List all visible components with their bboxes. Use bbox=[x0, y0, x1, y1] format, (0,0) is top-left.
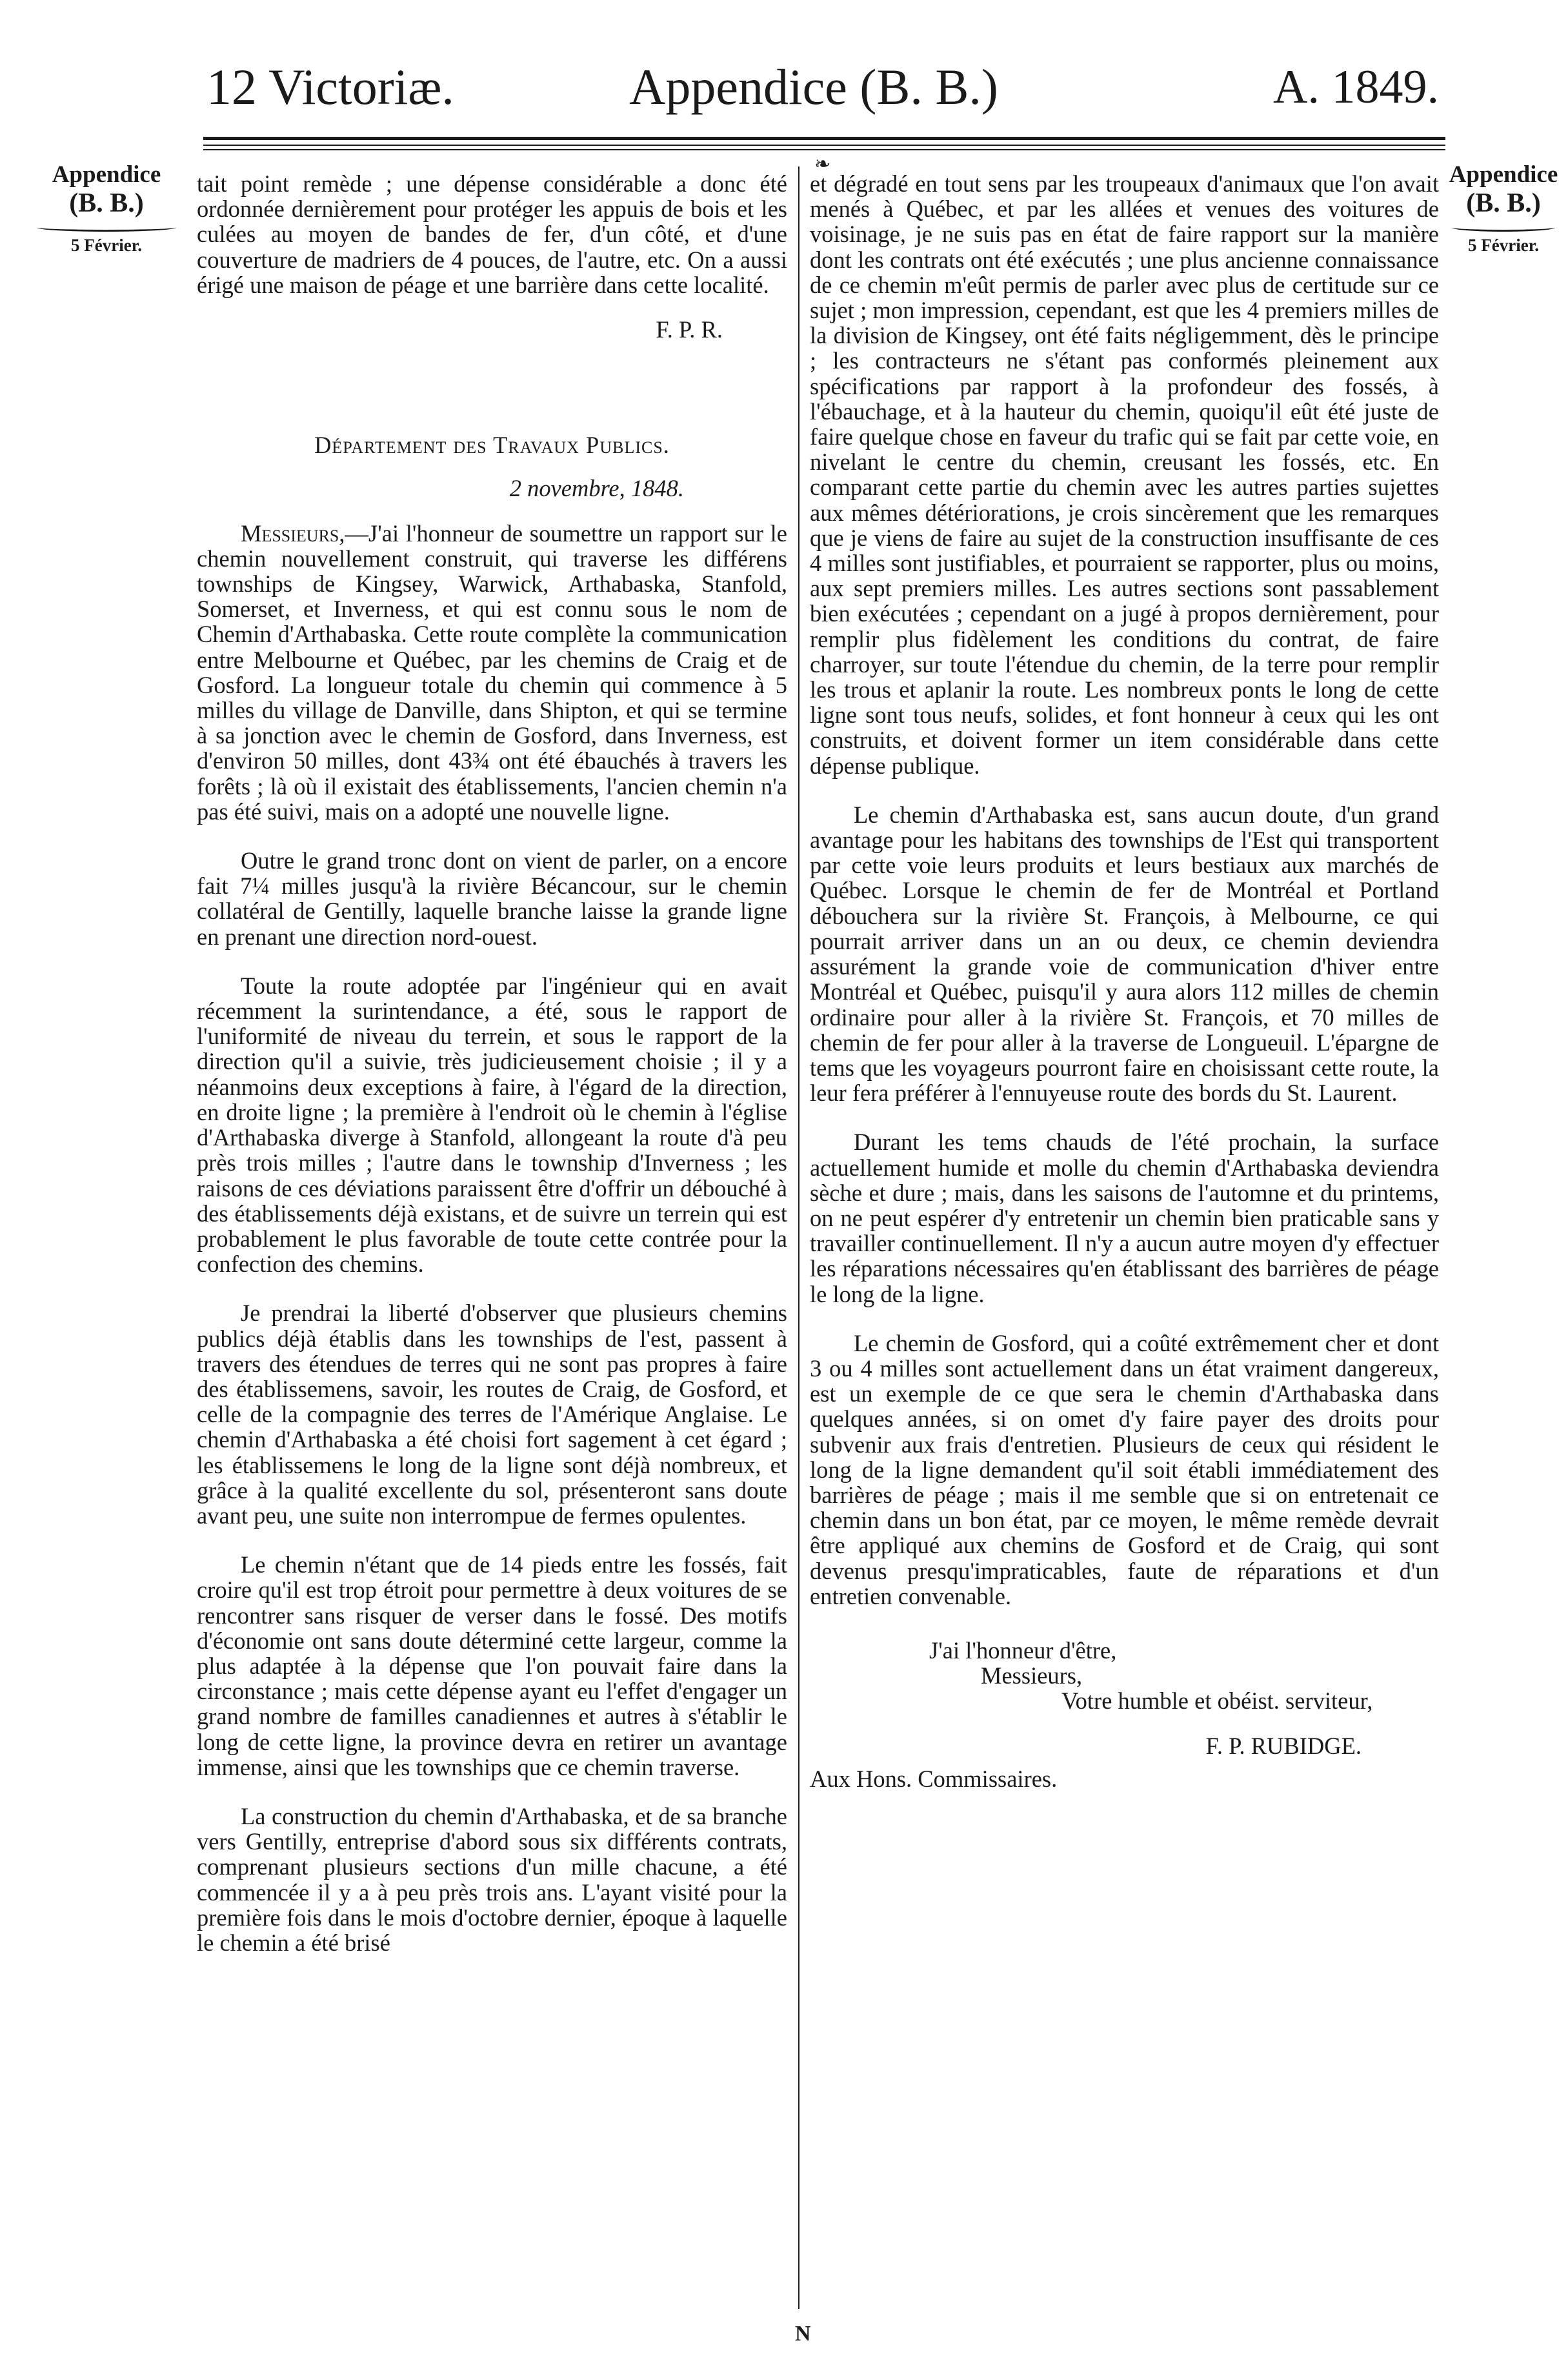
right-column bbox=[810, 171, 1439, 1791]
paragraph: Toute la route adoptée par l'ingénieur qui en avait récemment la surintendance, a été, sous le rapport de l'uniformité de niveau du terrein, et sous le rapport de la direction qu'il a suivie, très judicieusement choisie ; il y a néanmoins deux exceptions à faire, à l'égard de la direction, en droite ligne ; la première à l'endroit où le chemin à l'église d'Arthabaska diverge à Stanfold, allongeant la route d'à peu près trois milles ; l'autre dans le township d'Inverness ; les raisons de ces déviations paraissent être d'offrir un débouché à des établissements déjà existans, et de suivre un terrein qui est probablement le plus favorable de toute cette contrée pour la confection des chemins. bbox=[197, 972, 787, 1278]
paragraph: Le chemin d'Arthabaska est, sans aucun doute, d'un grand avantage pour les habitans des townships de l'Est qui transportent par cette voie leurs produits et leurs bestiaux aux marchés de Québec. Lorsque le chemin de fer de Montréal et Portland débouchera sur la rivière St. François, à Melbourne, ce qui pourrait arriver dans un an ou deux, ce chemin deviendra assurément la grande voie de communication d'hiver entre Montréal et Québec, puisqu'il y aura alors 112 milles de chemin ordinaire pour aller à la rivière St. François, et 70 milles de chemin de fer pour aller à la traverse de Longueuil. L'épargne de tems que les voyageurs pourront faire en choisissant cette route, la leur fera préférer à l'ennuyeuse route des bords du St. Laurent. bbox=[810, 801, 1439, 1107]
paragraph: Durant les tems chauds de l'été prochain, la surface actuellement humide et molle du chemin d'Arthabaska deviendra sèche et dure ; mais, dans les saisons de l'automne et du printems, on ne peut espérer d'y entretenir un chemin bien praticable sans y travailler continuellement. Il n'y a aucun autre moyen d'y effectuer les réparations nécessaires qu'en établissant des barrières de péage le long de la ligne. bbox=[810, 1129, 1439, 1307]
continued-text: et dégradé en tout sens par les troupeaux d'animaux que l'on avait menés à Québec, et par les allées et venues des voitures de voisinage, je ne suis pas en état de faire rapport sur la manière dont les contrats ont été exécutés ; une plus ancienne connaissance de ce chemin m'eût permis de parler avec plus de certitude sur ce sujet ; mon impression, cependant, est que les 4 premiers milles de la division de Kingsey, ont été faits négligemment, dès le principe ; les contracteurs ne s'étant pas conformés pleinement aux spécifications par rapport à la profondeur des fossés, à l'ébauchage, et à la hauteur du chemin, quoiqu'il eût été juste de faire quelque chose en faveur du trafic qui se fait par cette voie, en nivelant le centre du chemin, creusant les fossés, etc. En comparant cette partie du chemin avec les autres parties sujettes aux mêmes détériorations, je crois sincèrement que les remarques que je viens de faire au sujet de la construction insuffisante de ces 4 milles sont justifiables, et pourraient se rapporter, plus ou moins, aux sept premiers milles. Les autres sections sont passablement bien exécutées ; cependant on a jugé à propos dernièrement, pour remplir plus fidèlement les conditions du contrat, de faire charroyer, sur toute l'étendue du chemin, de la terre pour remplir les trous et aplanir la route. Les nombreux ponts le long de cette ligne sont tous neufs, solides, et font honneur à ceux qui les ont construits, et doivent former un item considérable dans cette dépense publique. bbox=[810, 170, 1439, 779]
ornament-icon: ❧ bbox=[814, 154, 831, 175]
paragraph bbox=[197, 521, 787, 824]
margin-note-date: 5 Février. bbox=[71, 236, 142, 255]
paragraph: Le chemin de Gosford, qui a coûté extrêmement cher et dont 3 ou 4 milles sont actuellement dans un état vraiment dangereux, est un exemple de ce que sera le chemin d'Arthabaska dans quelques années, si on omet d'y faire payer des droits pour subvenir aux frais d'entretien. Plusieurs de ceux qui résident le long de la ligne demandent qu'il soit établi immédiatement des barrières de péage ; mais il me semble que si on entretenait ce chemin dans un bon état, par ce moyen, le même remède devrait être appliqué aux chemins de Gosford et de Craig, qui sont devenus presqu'impraticables, faute de réparations et d'un entretien convenable. bbox=[810, 1329, 1439, 1609]
margin-note-date: 5 Février. bbox=[1468, 236, 1539, 255]
signature-mark: N bbox=[795, 2322, 811, 2346]
header-session: 12 Victoriæ. bbox=[206, 59, 454, 115]
header-rule bbox=[203, 137, 1445, 140]
signature: F. P. RUBIDGE. bbox=[1205, 1732, 1362, 1759]
margin-note-right bbox=[1439, 161, 1568, 258]
left-column bbox=[197, 171, 787, 1955]
paragraph-text: —J'ai l'honneur de soumettre un rapport sur le chemin nouvellement construit, qui traverse les différens townships de Kingsey, Warwick, Arthabaska, Stanfold, Somerset, et Inverness, et qui est connu sous le nom de Chemin d'Arthabaska. Cette route complète la communication entre Melbourne et Québec, par les chemins de Craig et de Gosford. La longueur totale du chemin qui commence à 5 milles du village de Danville, dans Shipton, et qui se termine à sa jonction avec le chemin de Gosford, dans Inverness, est d'environ 50 milles, dont 43¾ ont été ébauchés à travers les forêts ; là où il existait des établissements, l'ancien chemin n'a pas été suivi, mais on a adopté une nouvelle ligne. bbox=[197, 519, 787, 825]
paragraph: Je prendrai la liberté d'observer que plusieurs chemins publics déjà établis dans les townships de l'est, passent à travers des étendues de terres qui ne sont pas propres à faire des établissemens, savoir, les routes de Craig, de Gosford, et celle de la compagnie des terres de l'Amérique Anglaise. Le chemin d'Arthabaska a été choisi fort sagement à cet égard ; les établissemens le long de la ligne sont déjà nombreux, et grâce à la qualité excellente du sol, présenteront sans doute avant peu, une suite non interrompue de fermes opulentes. bbox=[197, 1300, 787, 1529]
margin-note-ref: (B. B.) bbox=[69, 188, 144, 218]
header-title: Appendice (B. B.) bbox=[629, 59, 998, 115]
report-date: 2 novembre, 1848. bbox=[509, 475, 684, 502]
paragraph: Outre le grand tronc dont on vient de parler, on a encore fait 7¼ milles jusqu'à la rivière Bécancour, sur le chemin collatéral de Gentilly, laquelle branche laisse la grande ligne en prenant une direction nord-ouest. bbox=[197, 847, 787, 950]
column-divider bbox=[798, 166, 799, 2309]
closing-line: Messieurs, bbox=[981, 1662, 1083, 1689]
header-rule-thin bbox=[203, 145, 1445, 146]
salutation: Messieurs, bbox=[241, 519, 345, 547]
margin-note-ref: (B. B.) bbox=[1466, 188, 1541, 218]
paragraph: Le chemin n'étant que de 14 pieds entre les fossés, fait croire qu'il est trop étroit pour permettre à deux voitures de se rencontrer sans risquer de verser dans le fossé. Des motifs d'économie ont sans doute déterminé cette largeur, comme la plus adaptée à la dépense que l'on pouvait faire dans la circonstance ; mais cette dépense ayant eu l'effet d'engager un grand nombre de familles canadiennes et autres à s'établir le long de cette ligne, la province devra en retirer un avantage immense, ainsi que les townships que ce chemin traverse. bbox=[197, 1551, 787, 1780]
closing-line: J'ai l'honneur d'être, bbox=[929, 1636, 1117, 1664]
header-rule-thin-2 bbox=[203, 149, 1445, 150]
paragraph: La construction du chemin d'Arthabaska, et de sa branche vers Gentilly, entreprise d'abord sous six différents contrats, comprenant plusieurs sections d'un mille chacune, a été commencée il y a à peu près trois ans. L'ayant visité pour la première fois dans le mois d'octobre dernier, époque à laquelle le chemin a été brisé bbox=[197, 1802, 787, 1956]
header-year: A. 1849. bbox=[1273, 61, 1439, 114]
department-heading: Département des Travaux Publics. bbox=[314, 432, 670, 459]
closing-line: Votre humble et obéist. serviteur, bbox=[1061, 1687, 1373, 1715]
addressee: Aux Hons. Commissaires. bbox=[810, 1765, 1058, 1792]
margin-note-word: Appendice bbox=[52, 161, 161, 188]
report-initials: F. P. R. bbox=[656, 316, 723, 343]
brace-icon bbox=[19, 218, 194, 232]
brace-icon bbox=[1439, 218, 1568, 232]
margin-note-word: Appendice bbox=[1449, 161, 1558, 188]
continued-text: tait point remède ; une dépense considérable a donc été ordonnée dernièrement pour protéger les appuis de bois et les culées au moyen de bandes de fer, d'un côté, et d'une couverture de madriers de 4 pouces, de l'autre, etc. On a aussi érigé une maison de péage et une barrière dans cette localité. bbox=[197, 170, 787, 298]
margin-note-left bbox=[19, 161, 194, 258]
